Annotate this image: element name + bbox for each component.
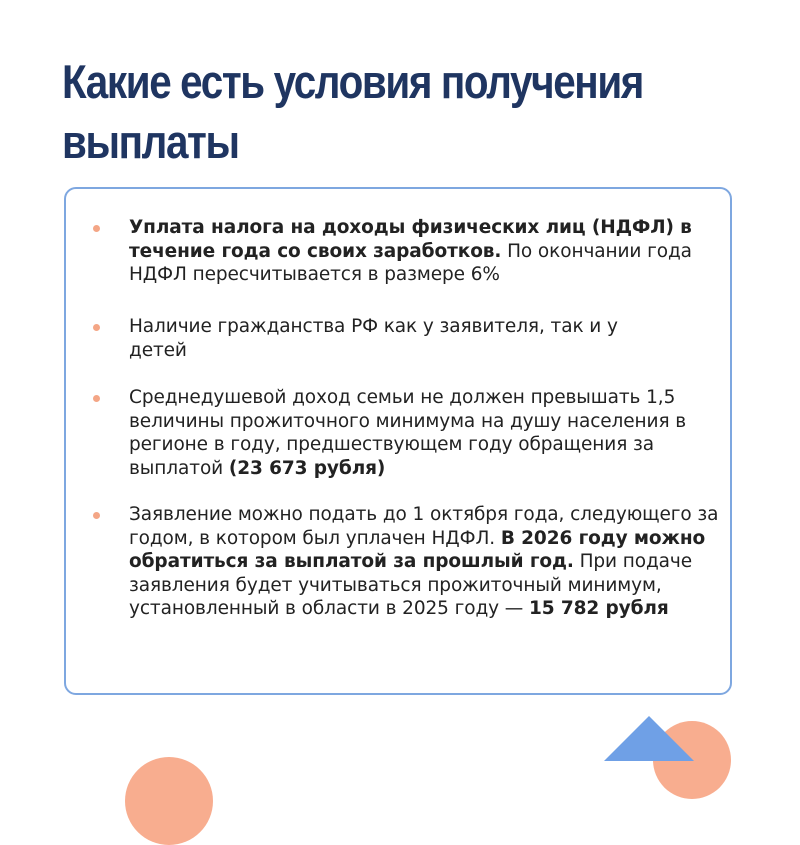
- decorative-triangle: [604, 716, 694, 762]
- condition-item-application: [129, 503, 729, 621]
- condition-application-amount: 15 782 рубля: [528, 598, 669, 619]
- triangle-shape: [604, 716, 694, 761]
- bullet-dot: [93, 512, 100, 519]
- bullet-dot: [93, 395, 100, 402]
- condition-income-amount: (23 673 рубля): [228, 457, 386, 479]
- condition-item-ndfl: [129, 216, 729, 287]
- conditions-card: [64, 187, 732, 695]
- decorative-circle-left: [125, 757, 213, 845]
- bullet-dot: [93, 324, 100, 331]
- condition-application-bold: В 2026 году можно обратиться за выплатой за прошлый год.: [129, 527, 706, 572]
- condition-ndfl-text: По окончании года НДФЛ пересчитывается в размере 6%: [129, 240, 692, 285]
- page-title: Какие есть условия получения выплаты: [62, 55, 644, 168]
- condition-application-text2: При подаче заявления будет учитываться прожиточный минимум, установленный в области в 2025 году —: [129, 551, 692, 619]
- condition-citizenship-text: Наличие гражданства РФ как у заявителя, так и у детей: [129, 316, 618, 361]
- condition-income-text: Среднедушевой доход семьи не должен превышать 1,5 величины прожиточного минимума на душу населения в регионе в году, предшествующем году обращения за выплатой: [129, 387, 687, 479]
- bullet-dot: [93, 225, 100, 232]
- condition-application-text: Заявление можно подать до 1 октября года, следующего за годом, в котором был уплачен НДФЛ.: [129, 504, 719, 549]
- condition-item-income: [129, 386, 729, 480]
- condition-ndfl-bold: Уплата налога на доходы физических лиц (НДФЛ) в течение года со своих заработков.: [129, 217, 692, 262]
- condition-item-citizenship: [129, 315, 639, 362]
